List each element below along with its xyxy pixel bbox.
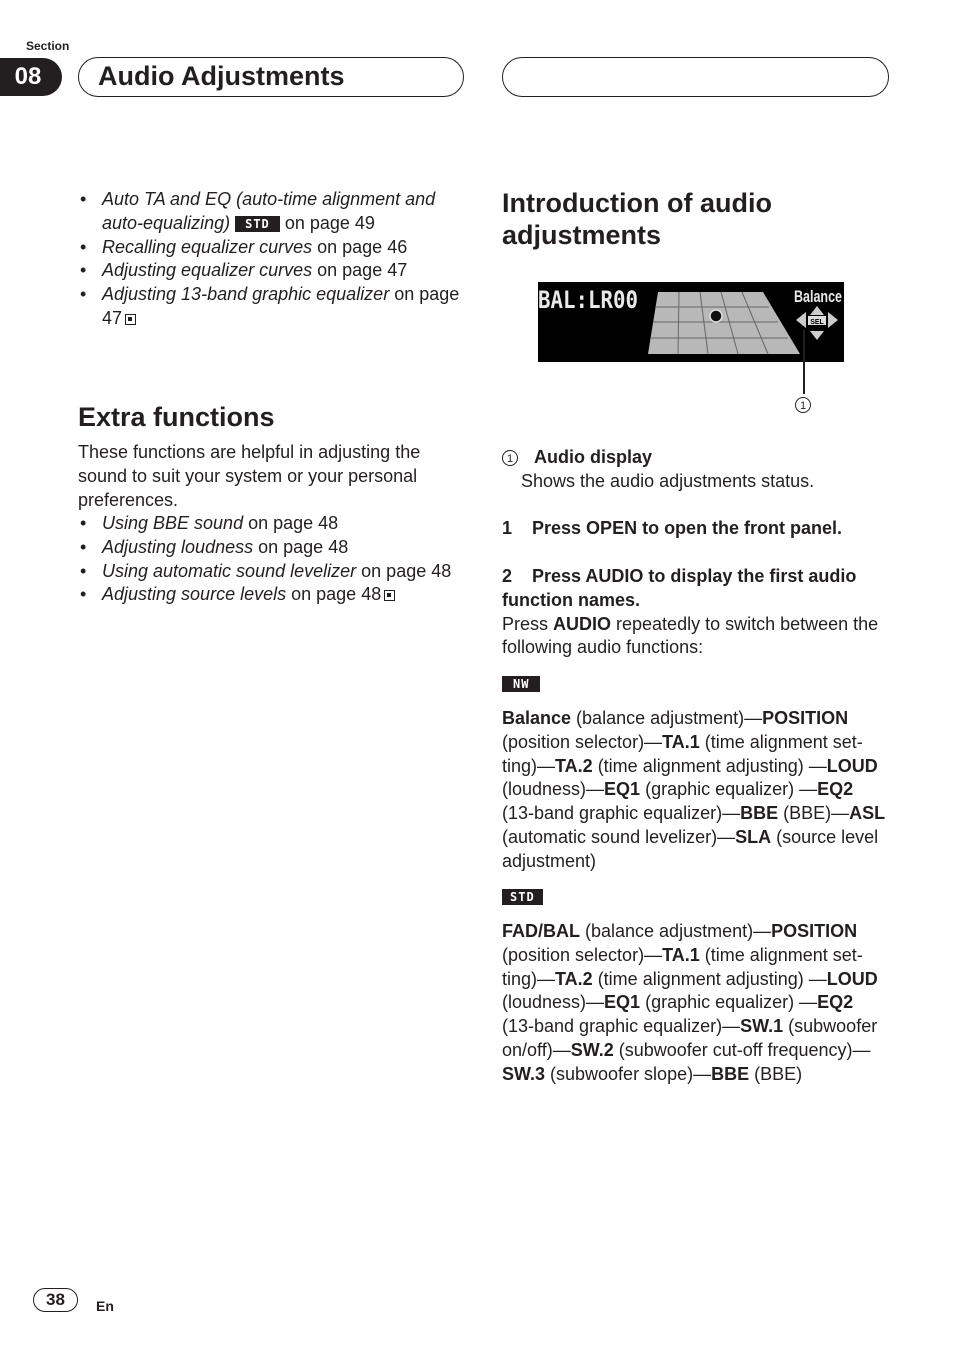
- page-title: Audio Adjustments: [98, 61, 345, 91]
- list-item: • Using BBE sound on page 48: [78, 512, 470, 536]
- empty-header-frame: [502, 57, 889, 97]
- list-item: • Using automatic sound levelizer on page 48: [78, 560, 470, 584]
- lcd-left-text: BAL:LR00: [538, 286, 638, 314]
- std-badge: STD: [235, 216, 280, 232]
- callout-description: Shows the audio adjustments status.: [521, 470, 815, 491]
- callout-legend: [502, 446, 892, 494]
- lcd-right-text: Balance: [794, 287, 842, 306]
- up-arrow-icon: [810, 306, 824, 315]
- extra-functions-heading: Extra functions: [78, 402, 275, 432]
- step-2-body: Press AUDIO repeatedly to switch between the following audio functions:: [502, 613, 879, 658]
- callout-number: 1: [502, 450, 518, 466]
- list-item: • Auto TA and EQ (auto-time alignment and auto-equalizing) STD on page 49: [78, 188, 470, 236]
- section-number: 08: [0, 58, 62, 96]
- list-item: • Adjusting equalizer curves on page 47: [78, 259, 470, 283]
- audio-lcd-display: [538, 282, 844, 362]
- step-2: 2 Press AUDIO to display the first audio function names. Press AUDIO repeatedly to switch between the following audio functions:: [502, 565, 892, 660]
- page-number: 38: [33, 1288, 78, 1312]
- end-mark-icon: [125, 314, 136, 325]
- language-code: En: [96, 1298, 114, 1314]
- sel-label: SEL: [810, 319, 824, 326]
- list-item: • Adjusting source levels on page 48: [78, 583, 470, 607]
- nw-badge: NW: [502, 676, 540, 692]
- list-item: • Adjusting loudness on page 48: [78, 536, 470, 560]
- lcd-graphic: [538, 282, 844, 362]
- std-function-list: FAD/BAL (balance adjustment)—POSITION (position selector)—TA.1 (time alignment set-ting)—TA.2 (time alignment adjusting) —LOUD (loudness)—EQ1 (graphic equalizer) —EQ2 (13-band graphic equalizer)—SW.1 (subwoofer on/off)—SW.2 (subwoofer cut-off frequency)—SW.3 (subwoofer slope)—BBE (BBE): [502, 921, 878, 1084]
- right-arrow-icon: [828, 312, 838, 328]
- callout-line: [803, 330, 805, 394]
- left-arrow-icon: [796, 312, 806, 328]
- intro-heading: Introduction of audio adjustments: [502, 188, 772, 250]
- balance-position-dot: [710, 310, 722, 322]
- std-badge: STD: [502, 889, 543, 905]
- step-1: 1 Press OPEN to open the front panel.: [502, 518, 843, 538]
- list-item: • Adjusting 13-band graphic equalizer on page 47: [78, 283, 470, 331]
- extra-functions-intro: These functions are helpful in adjusting the sound to suit your system or your personal preferences.: [78, 442, 421, 510]
- callout-marker: 1: [795, 397, 811, 413]
- callout-title: Audio display: [534, 447, 653, 467]
- down-arrow-icon: [810, 331, 824, 340]
- related-topics-list: [78, 188, 470, 331]
- section-label: Section: [26, 39, 70, 53]
- list-item: • Recalling equalizer curves on page 46: [78, 236, 470, 260]
- extra-functions-list: [78, 512, 470, 607]
- end-mark-icon: [384, 590, 395, 601]
- nw-function-list: Balance (balance adjustment)—POSITION (position selector)—TA.1 (time alignment set-ting)—TA.2 (time alignment adjusting) —LOUD (loudness)—EQ1 (graphic equalizer) —EQ2 (13-band graphic equalizer)—BBE (BBE)—ASL (automatic sound levelizer)—SLA (source level adjustment): [502, 708, 886, 871]
